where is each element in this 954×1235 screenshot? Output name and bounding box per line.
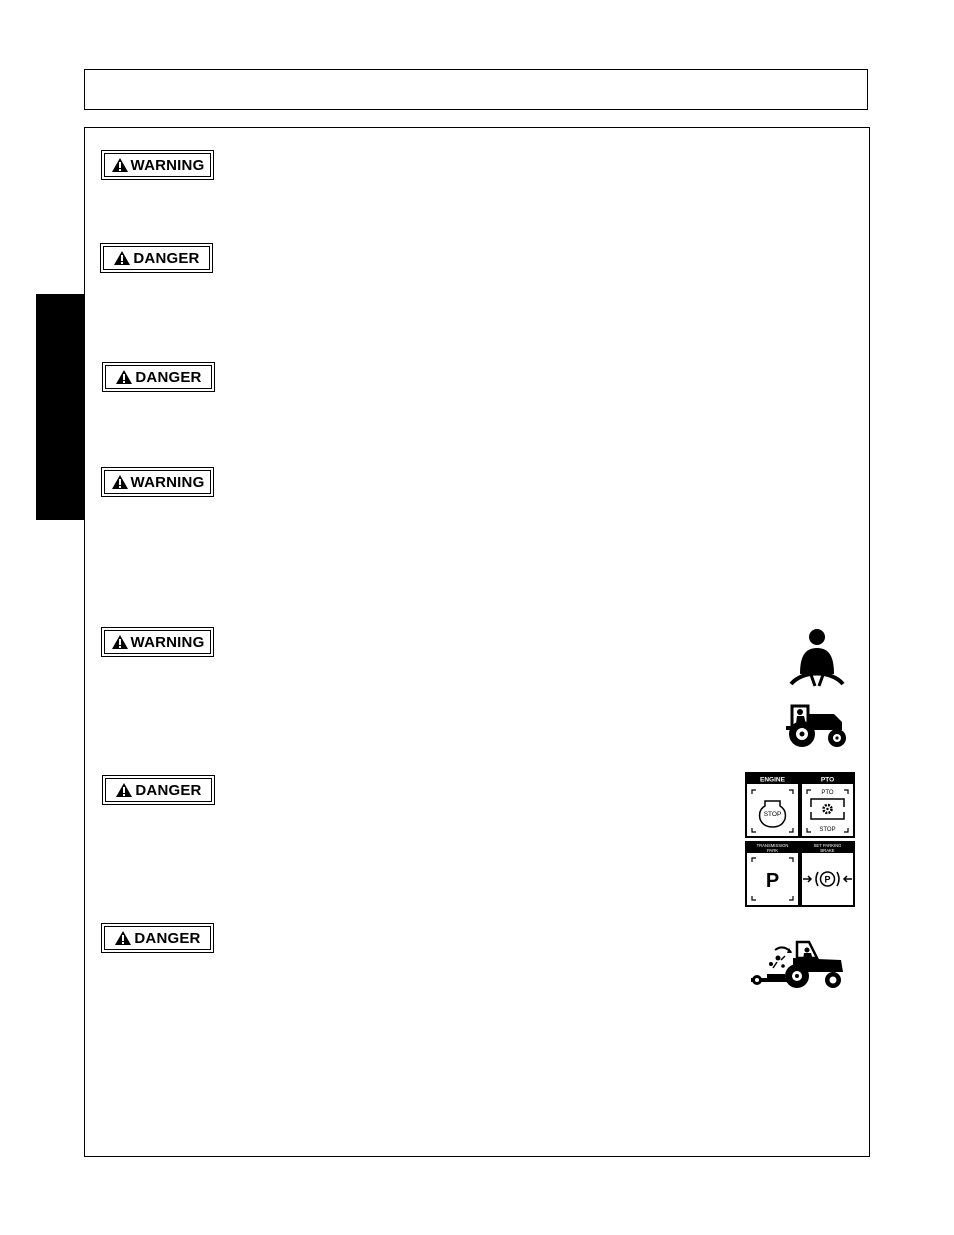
danger-label: DANGER <box>133 249 200 267</box>
danger-label: DANGER <box>135 781 202 799</box>
park-label: PARK <box>766 848 779 853</box>
warning-label: WARNING <box>130 473 205 491</box>
pto-stop-label: STOP <box>819 827 836 833</box>
svg-text:P: P <box>824 874 831 885</box>
brake-label: BRAKE <box>820 848 835 853</box>
operator-seatbelt-icon <box>788 628 846 688</box>
section-tab <box>36 294 85 520</box>
set-parking-label: SET PARKING <box>813 843 842 848</box>
pto-inner-label: PTO <box>821 790 834 796</box>
shutdown-controls-icon <box>745 772 855 908</box>
alert-triangle-icon <box>111 634 129 650</box>
alert-triangle-icon <box>113 250 131 266</box>
danger-sign <box>102 775 215 805</box>
danger-label: DANGER <box>134 929 201 947</box>
transmission-label: TRANSMISSION <box>756 843 789 848</box>
danger-sign <box>102 362 215 392</box>
danger-sign <box>101 923 214 953</box>
engine-stop-label: STOP <box>763 811 782 818</box>
alert-triangle-icon <box>115 369 133 385</box>
alert-triangle-icon <box>111 157 129 173</box>
pto-label: PTO <box>820 776 835 784</box>
alert-triangle-icon <box>115 782 133 798</box>
warning-label: WARNING <box>130 156 205 174</box>
warning-sign <box>101 467 214 497</box>
warning-sign <box>101 150 214 180</box>
park-letter: P <box>765 870 780 892</box>
warning-label: WARNING <box>130 633 205 651</box>
warning-sign <box>101 627 214 657</box>
alert-triangle-icon <box>111 474 129 490</box>
tractor-mower-thrown-object-icon <box>747 938 845 990</box>
danger-sign <box>100 243 213 273</box>
header-box <box>84 69 868 110</box>
engine-label: ENGINE <box>760 776 785 784</box>
danger-label: DANGER <box>135 368 202 386</box>
tractor-operator-icon <box>784 700 848 750</box>
alert-triangle-icon <box>114 930 132 946</box>
